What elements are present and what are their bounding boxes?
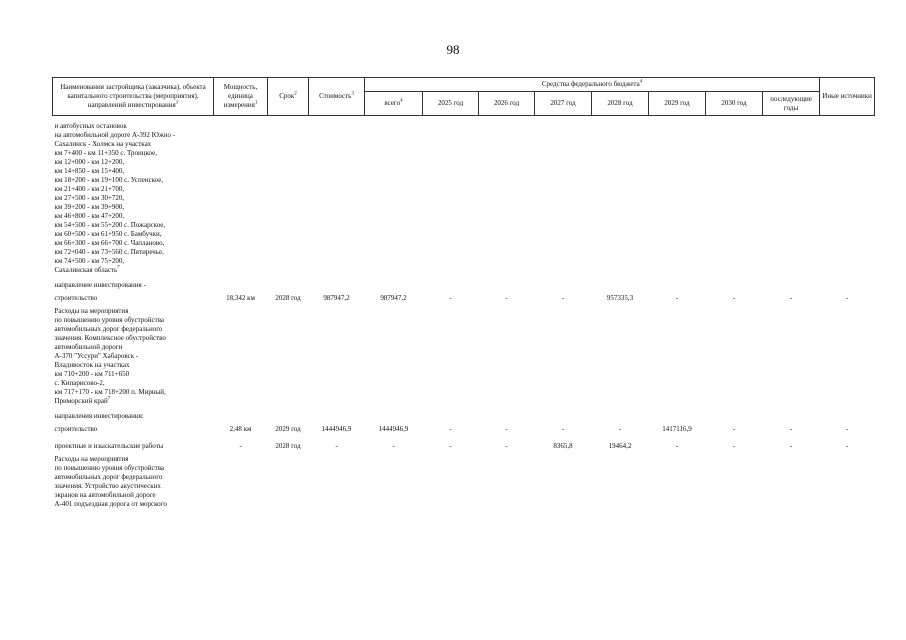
block2-name-row xyxy=(53,307,875,406)
header-2030-cell: 2030 год xyxy=(706,92,763,116)
row-2025: - xyxy=(449,442,452,450)
header-federal-cell: Средства федерального бюджета$^4$ xyxy=(365,78,820,92)
table-header xyxy=(53,78,875,116)
row-2029: 1417116,9 xyxy=(662,425,692,433)
header-later-cell: последующие годы xyxy=(763,92,820,116)
row-cost: - xyxy=(335,442,338,450)
row-label: строительство xyxy=(54,425,98,433)
block1-direction-row xyxy=(53,281,875,290)
row-2025: - xyxy=(449,425,452,433)
block2-direction-row xyxy=(53,412,875,421)
row-2028: 19464,2 xyxy=(608,442,632,450)
row-2026: - xyxy=(505,442,508,450)
row-capacity: 2,48 км xyxy=(229,425,252,433)
block1-direction: направление инвестирования - xyxy=(54,281,146,289)
row-2027: - xyxy=(561,425,565,433)
row-later: - xyxy=(789,442,793,450)
row-2030: - xyxy=(732,442,736,450)
row-other: - xyxy=(845,294,849,302)
row-2027: 8365,8 xyxy=(553,442,573,450)
row-2025: - xyxy=(449,294,452,302)
header-capacity-cell: Мощность, единица измерения$^1$ xyxy=(214,78,268,116)
row-2030: - xyxy=(732,425,736,433)
row-cost: 987947,2 xyxy=(323,294,350,302)
header-2028-cell: 2028 год xyxy=(592,92,649,116)
page-number: 98 xyxy=(446,42,460,57)
row-term: 2028 год xyxy=(275,442,301,450)
row-label: строительство xyxy=(54,294,98,302)
row-2030: - xyxy=(732,294,736,302)
header-term-cell: Срок$^2$ xyxy=(268,78,309,116)
row-total: - xyxy=(392,442,395,450)
header-2026-cell: 2026 год xyxy=(479,92,535,116)
row-2026: - xyxy=(505,294,508,302)
header-cost-cell: Стоимость$^3$ xyxy=(309,78,365,116)
row-capacity: - xyxy=(239,442,242,450)
header-2027-cell: 2027 год xyxy=(535,92,592,116)
block1-name: и автобусных остановок на автомобильной дороге А-392 Южно - Сахалинск - Холмск на участках км 7+400 - км 11+350 с. Троицкое, км 12+000 - км 12+200, км 14+850 - км 15+400, км 18+200 - км 19+100 с. Успенское, км 21+400 - км 21+700, км 27+500 - км 30+720, км 39+200 - км 39+900, км 46+800 - км 47+200, км 54+500 - км 55+200 с. Пожарское, км 60+500 - км 61+950 с. Бамбучки, км 66+300 - км 66+700 с. Чапланово, км 72+040 - км 73+560 с. Пятиречье, км 74+500 - км 75+200, Сахалинская область$^7$ xyxy=(54,122,176,274)
header-total-cell: всего$^4$ xyxy=(365,92,423,116)
table-row xyxy=(53,421,875,438)
block2-name: Расходы на мероприятия по повышению уровня обустройства автомобильных дорог федерального значения. Комплексное обустройство автомобильной дороги А-370 "Уссури" Хабаровск - Владивосток на участках км 710+200 - км 711+650 с. Кипарисово-2, км 717+170 - км 718+200 п. Мирный, Приморский край$^7$ xyxy=(54,307,166,405)
table-row xyxy=(53,290,875,307)
block3-name-row xyxy=(53,455,875,509)
row-label: проектные и изыскательские работы xyxy=(54,442,164,450)
row-total: 1444946,9 xyxy=(378,425,409,433)
row-2029: - xyxy=(675,442,679,450)
row-cost: 1444946,9 xyxy=(321,425,352,433)
row-later: - xyxy=(789,425,793,433)
block3-name: Расходы на мероприятия по повышению уровня обустройства автомобильных дорог федерального значения. Устройство акустических экранов на автомобильной дороге А-401 подъездная дорога от морского xyxy=(54,455,167,508)
row-2026: - xyxy=(505,425,508,433)
row-other: - xyxy=(845,425,849,433)
row-term: 2029 год xyxy=(275,425,301,433)
row-other: - xyxy=(845,442,849,450)
table-row xyxy=(53,438,875,455)
row-total: 987947,2 xyxy=(380,294,407,302)
header-other-cell: Иные источники xyxy=(820,78,875,116)
row-capacity: 18,342 км xyxy=(226,294,255,302)
row-later: - xyxy=(789,294,793,302)
block1-name-row xyxy=(53,122,875,275)
header-2029-cell: 2029 год xyxy=(649,92,706,116)
investment-table xyxy=(52,77,875,509)
row-term: 2028 год xyxy=(275,294,301,302)
row-2027: - xyxy=(561,294,565,302)
row-2029: - xyxy=(675,294,679,302)
row-2028: - xyxy=(618,425,622,433)
header-2025-cell: 2025 год xyxy=(423,92,479,116)
header-name-cell: Наименования застройщика (заказчика), объекта капитального строительства (мероприятия), направлений инвестирования$^1$ xyxy=(53,78,214,116)
block2-direction: направления инвестирования: xyxy=(54,412,144,420)
row-2028: 957335,3 xyxy=(606,294,634,302)
